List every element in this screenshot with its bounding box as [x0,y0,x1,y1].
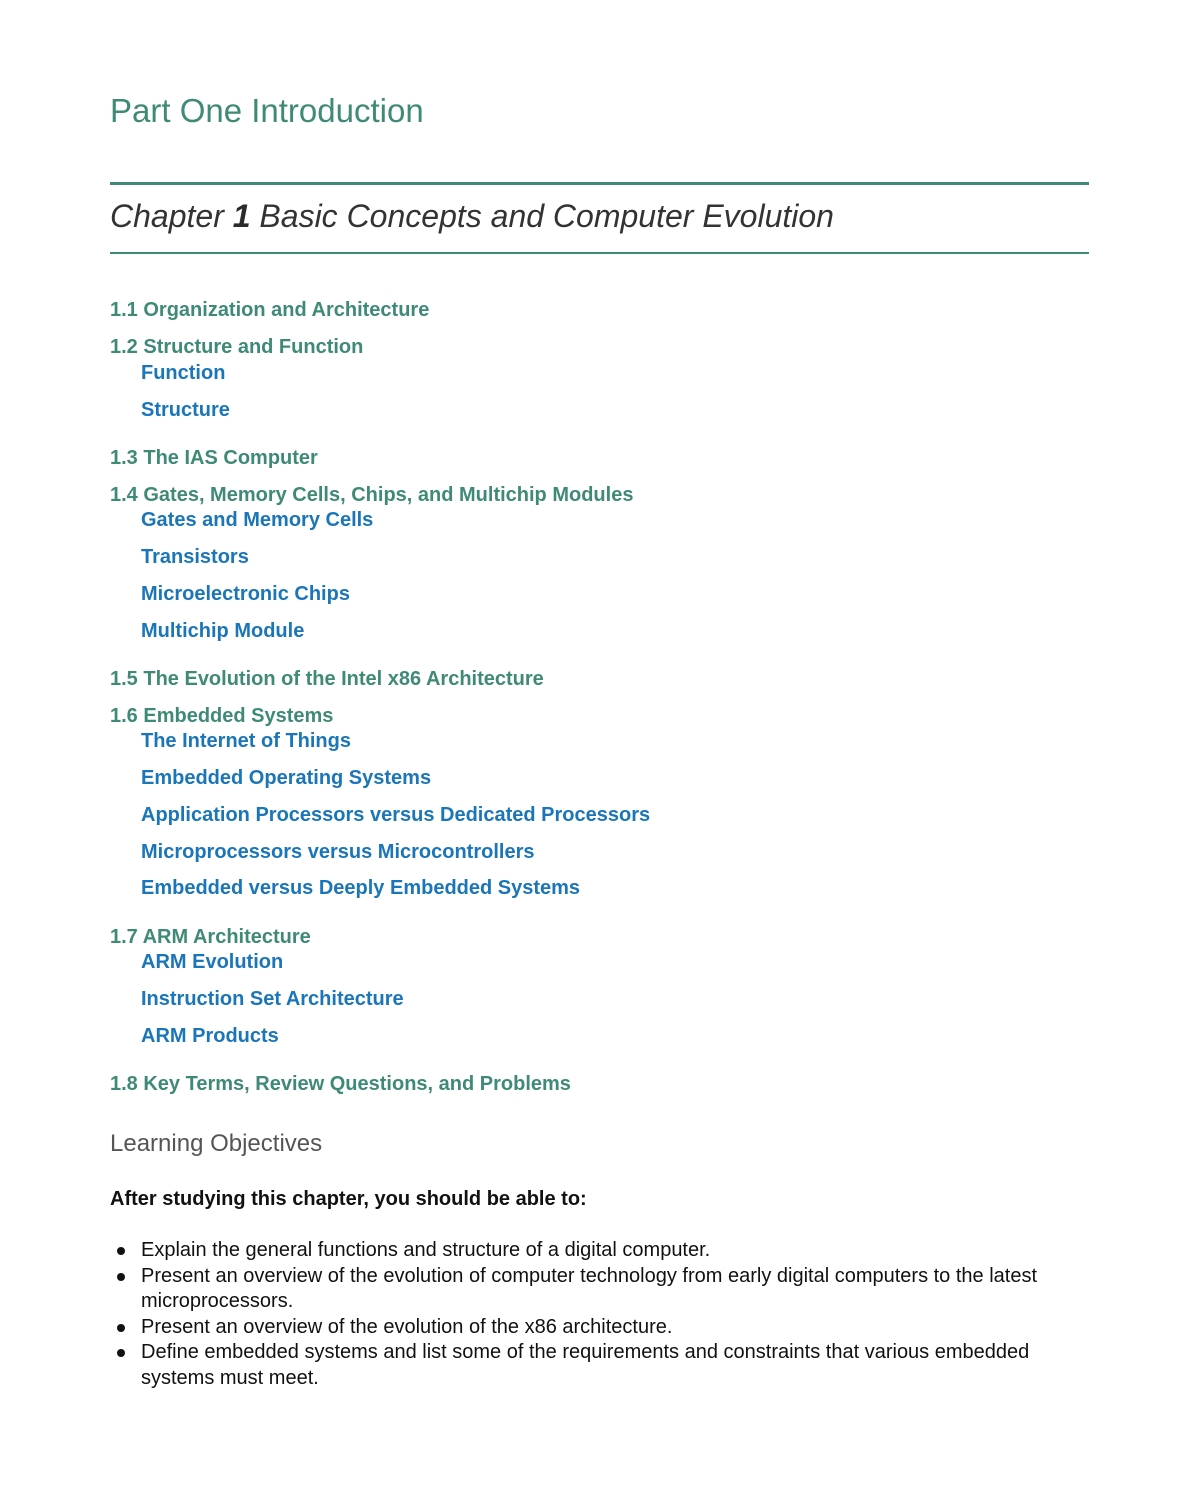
toc-subsection-internet-of-things[interactable]: The Internet of Things [141,730,351,752]
chapter-bottom-rule [110,252,1089,254]
toc-subsection-app-vs-dedicated-processors[interactable]: Application Processors versus Dedicated Processors [141,804,651,826]
objective-text: Present an overview of the evolution of the x86 architecture. [141,1315,673,1338]
toc-subsection-arm-evolution[interactable]: ARM Evolution [141,951,284,973]
toc-section-1-1[interactable]: 1.1 Organization and Architecture [110,299,430,321]
toc-subsection-structure[interactable]: Structure [141,399,230,421]
bullet-icon [117,1349,125,1357]
toc-subsection-function[interactable]: Function [141,362,226,384]
chapter-title [110,198,834,235]
chapter-title-text: Basic Concepts and Computer Evolution [250,198,834,234]
toc-section-1-7[interactable]: 1.7 ARM Architecture [110,926,311,948]
toc-subsection-transistors[interactable]: Transistors [141,546,249,568]
learning-objectives-heading: Learning Objectives [110,1130,323,1157]
bullet-icon [117,1324,125,1332]
toc-subsection-microelectronic-chips[interactable]: Microelectronic Chips [141,583,350,605]
toc-subsection-embedded-os[interactable]: Embedded Operating Systems [141,767,432,789]
toc-section-1-8[interactable]: 1.8 Key Terms, Review Questions, and Problems [110,1073,571,1095]
bullet-icon [117,1273,125,1281]
list-item [110,1315,1070,1341]
objective-text: Define embedded systems and list some of the requirements and constraints that various embedded systems must meet. [141,1341,1030,1389]
toc-section-1-5[interactable]: 1.5 The Evolution of the Intel x86 Architecture [110,668,544,690]
chapter-number: 1 [232,198,251,234]
toc-section-1-6[interactable]: 1.6 Embedded Systems [110,705,334,727]
learning-objectives-list [110,1238,1070,1391]
toc-section-1-2[interactable]: 1.2 Structure and Function [110,336,364,358]
list-item [110,1238,1070,1264]
list-item [110,1340,1070,1391]
learning-objectives-intro: After studying this chapter, you should be able to: [110,1188,587,1210]
chapter-top-rule [110,182,1089,185]
toc-subsection-instruction-set-architecture[interactable]: Instruction Set Architecture [141,988,404,1010]
chapter-prefix: Chapter [110,198,233,234]
objective-text: Explain the general functions and structure of a digital computer. [141,1239,711,1261]
list-item [110,1264,1070,1315]
toc-section-1-4[interactable]: 1.4 Gates, Memory Cells, Chips, and Multichip Modules [110,484,634,506]
objective-text: Present an overview of the evolution of computer technology from early digital computers to the latest microprocessors. [141,1264,1038,1312]
toc-subsection-arm-products[interactable]: ARM Products [141,1025,279,1047]
toc-subsection-microprocessors-vs-microcontrollers[interactable]: Microprocessors versus Microcontrollers [141,841,535,863]
toc-subsection-gates-memory-cells[interactable]: Gates and Memory Cells [141,509,374,531]
toc-section-1-3[interactable]: 1.3 The IAS Computer [110,447,318,469]
toc-subsection-embedded-vs-deeply-embedded[interactable]: Embedded versus Deeply Embedded Systems [141,877,581,899]
bullet-icon [117,1247,125,1255]
toc-subsection-multichip-module[interactable]: Multichip Module [141,620,305,642]
part-title: Part One Introduction [110,92,424,129]
